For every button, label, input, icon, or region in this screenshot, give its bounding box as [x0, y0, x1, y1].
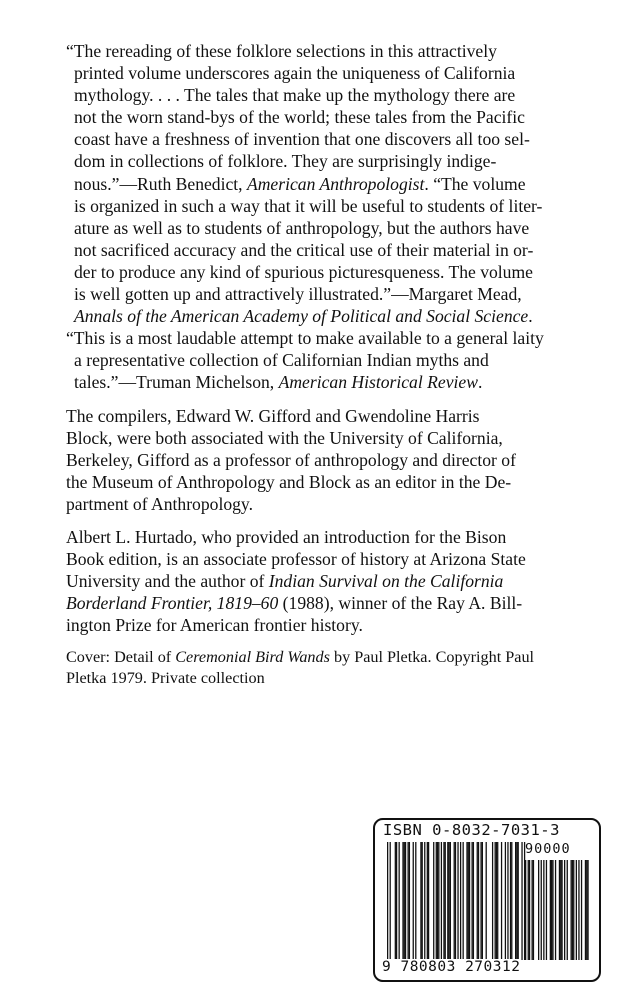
text-line: not sacrificed accuracy and the critical use of their material in or-	[74, 239, 534, 260]
barcode-bar	[532, 860, 533, 960]
text-line: .	[528, 306, 533, 327]
text-line: by Paul Pletka. Copyright Paul	[329, 648, 535, 667]
barcode-bar	[533, 860, 534, 960]
barcode-bar	[492, 842, 493, 960]
text-line: the Museum of Anthropology and Block as an editor in the De-	[66, 471, 512, 492]
barcode-bar	[571, 860, 572, 960]
barcode-bar	[441, 842, 442, 960]
isbn-number: ISBN 0-8032-7031-3	[383, 821, 560, 839]
barcode-bar	[478, 842, 479, 960]
barcode-bar	[480, 842, 481, 960]
text-line: Berkeley, Gifford as a professor of anthropology and director of	[66, 449, 516, 470]
source-benedict: American Anthropologist	[246, 173, 425, 194]
barcode-bar	[550, 860, 551, 960]
barcode-bar	[477, 842, 478, 960]
cover-credit	[66, 647, 601, 689]
barcode-bar	[445, 842, 446, 960]
barcode-bar	[541, 860, 542, 960]
barcode-bar	[437, 842, 438, 960]
barcode-bar	[455, 842, 456, 960]
text-line: partment of Anthropology.	[66, 493, 253, 514]
barcode-bar	[469, 842, 470, 960]
text-line: tales.”—Truman Michelson,	[74, 372, 279, 393]
barcode-bar	[546, 860, 547, 960]
text-line: “The rereading of these folklore selections in this attractively	[66, 41, 497, 61]
book-title: Borderland Frontier, 1819–60	[66, 593, 279, 614]
text-line: not the worn stand-bys of the world; these tales from the Pacific	[74, 107, 525, 128]
text-line: The compilers, Edward W. Gifford and Gwendoline Harris	[66, 405, 480, 426]
barcode-bar	[424, 842, 425, 960]
barcode-bar	[525, 860, 526, 960]
barcode-bar	[486, 842, 487, 960]
barcode-bar	[572, 860, 573, 960]
barcode-bar	[395, 842, 396, 960]
barcode-bar	[576, 860, 577, 960]
barcode-bar	[428, 842, 429, 960]
text-line: nous.”—Ruth Benedict,	[74, 173, 247, 194]
isbn-barcode	[373, 818, 601, 982]
barcode-bar	[413, 842, 414, 960]
text-line: printed volume underscores again the uniqueness of California	[74, 63, 516, 84]
text-line: is well gotten up and attractively illustrated.”—Margaret Mead,	[74, 284, 522, 305]
barcode-bar	[528, 860, 529, 960]
source-mead: Annals of the American Academy of Political and Social Science	[74, 306, 529, 327]
artwork-title: Ceremonial Bird Wands	[175, 648, 330, 667]
text-line: Pletka 1979. Private collection	[66, 669, 265, 688]
barcode-bar	[543, 860, 544, 960]
barcode-bar	[507, 842, 508, 960]
text-line: coast have a freshness of invention that one discovers all too sel-	[74, 129, 530, 150]
barcode-bar	[573, 860, 574, 960]
hurtado-paragraph	[66, 526, 601, 636]
barcode-bar	[438, 842, 439, 960]
text-line: mythology. . . . The tales that make up the mythology there are	[74, 85, 516, 106]
barcode-bar	[407, 842, 408, 960]
barcode-bar	[390, 842, 391, 960]
text-line: Cover: Detail of	[66, 648, 176, 667]
text-line: (1988), winner of the Ray A. Bill-	[278, 593, 523, 614]
text-line: Book edition, is an associate professor of history at Arizona State	[66, 549, 526, 570]
barcode-bar	[460, 842, 461, 960]
barcode-bar	[516, 842, 517, 960]
barcode-bar	[448, 842, 449, 960]
barcode-bar	[518, 842, 519, 960]
review-quote-2	[66, 327, 601, 393]
barcode-bar	[511, 842, 512, 960]
barcode-bar	[560, 860, 561, 960]
barcode-bar	[427, 842, 428, 960]
text-line: ature as well as to students of anthropology, but the authors have	[74, 217, 530, 238]
barcode-bar	[402, 842, 403, 960]
text-line: is organized in such a way that it will be useful to students of liter-	[74, 195, 543, 216]
ean-number: 9 780803 270312	[382, 959, 521, 975]
review-quote-1	[66, 40, 601, 327]
barcode-bar	[538, 860, 539, 960]
back-cover-text	[66, 40, 601, 689]
barcode-bar	[422, 842, 423, 960]
text-line: .	[477, 372, 483, 393]
barcode-bar	[581, 860, 582, 960]
barcode-bar	[551, 860, 552, 960]
source-michelson: American Historical Review	[278, 372, 478, 393]
barcode-bar	[497, 842, 498, 960]
text-line: University and the author of	[66, 571, 269, 592]
text-line: der to produce any kind of spurious picturesqueness. The volume	[74, 261, 533, 282]
barcode-bar	[436, 842, 437, 960]
barcode-bar	[420, 842, 421, 960]
barcode-bar	[433, 842, 434, 960]
barcode-bar	[482, 842, 483, 960]
text-line: ington Prize for American frontier history.	[66, 615, 363, 636]
barcode-bar	[585, 860, 586, 960]
barcode-bar	[559, 860, 560, 960]
barcode-bar	[552, 860, 553, 960]
barcode-bar	[564, 860, 565, 960]
barcode-bar	[450, 842, 451, 960]
book-title: Indian Survival on the California	[268, 571, 504, 592]
barcode-bar	[521, 842, 522, 960]
text-line: a representative collection of Californian Indian myths and	[74, 350, 489, 371]
barcode-bar	[447, 842, 448, 960]
barcode-bar	[578, 860, 579, 960]
barcode-bar	[567, 860, 568, 960]
text-line: Albert L. Hurtado, who provided an introduction for the Bison	[66, 526, 507, 547]
text-line: . “The volume	[424, 173, 526, 194]
barcode-bar	[587, 860, 588, 960]
barcode-bar	[409, 842, 410, 960]
barcode-bar	[415, 842, 416, 960]
barcode-bar	[396, 842, 397, 960]
barcode-bar	[495, 842, 496, 960]
compilers-paragraph	[66, 405, 601, 515]
barcode-bar	[387, 842, 388, 960]
text-line: Block, were both associated with the University of California,	[66, 427, 503, 448]
barcode-bar	[555, 860, 556, 960]
barcode-bar	[473, 842, 474, 960]
barcode-bar	[463, 842, 464, 960]
barcode-bar	[399, 842, 400, 960]
barcode-bar	[405, 842, 406, 960]
barcode-bar	[510, 842, 511, 960]
barcode-bar	[454, 842, 455, 960]
price-addon-code: 90000	[525, 841, 571, 857]
barcode-bar	[466, 842, 467, 960]
barcode-bar	[501, 842, 502, 960]
barcode-bar	[457, 842, 458, 960]
barcode-bar	[471, 842, 472, 960]
barcode-bar	[443, 842, 444, 960]
text-line: dom in collections of folklore. They are surprisingly indige-	[74, 151, 497, 172]
barcode-bar	[505, 842, 506, 960]
barcode-bar	[561, 860, 562, 960]
text-line: “This is a most laudable attempt to make available to a general laity	[66, 328, 544, 349]
barcode-bar	[496, 842, 497, 960]
barcode-bar	[468, 842, 469, 960]
barcode-bar	[404, 842, 405, 960]
barcode-bar	[529, 860, 530, 960]
barcode-bar	[515, 842, 516, 960]
barcode-bar	[586, 860, 587, 960]
